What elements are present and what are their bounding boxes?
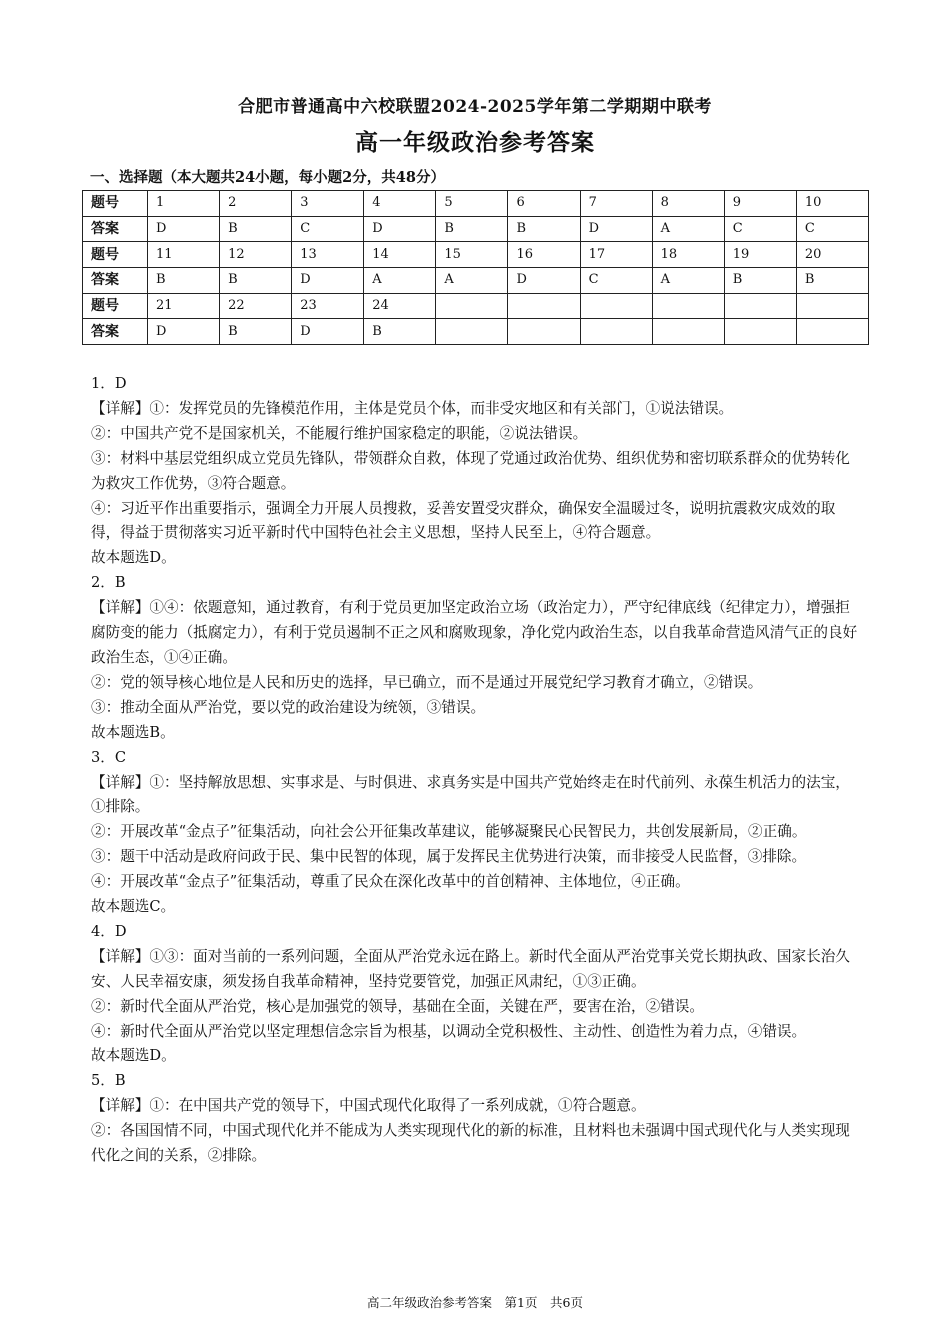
text-line: 【详解】①：在中国共产党的领导下，中国式现代化取得了一系列成就，①符合题意。: [91, 1097, 646, 1115]
table-cell: [796, 319, 868, 345]
text-line: ②：开展改革“金点子”征集活动，向社会公开征集改革建议，能够凝聚民心民智民力，共创发展新局，②正确。: [91, 823, 807, 841]
table-cell: 10: [796, 191, 868, 217]
text-line: 【详解】①③：面对当前的一系列问题，全面从严治党永远在路上。新时代全面从严治党事关党长期执政、国家长治久安、人民幸福安康，须发扬自我革命精神，坚持党要管党，加强正风肃纪，①③正确。: [91, 947, 850, 990]
table-cell: 7: [580, 191, 652, 217]
table-cell: B: [508, 216, 580, 242]
table-cell: [652, 293, 724, 319]
table-cell: [580, 293, 652, 319]
table-cell: C: [292, 216, 364, 242]
table-cell: B: [436, 216, 508, 242]
table-cell: B: [724, 268, 796, 294]
table-cell: 22: [220, 293, 292, 319]
table-cell: A: [652, 268, 724, 294]
text-line: ④：开展改革“金点子”征集活动，尊重了民众在深化改革中的首创精神、主体地位，④正确。: [91, 873, 690, 891]
table-row: [83, 293, 869, 319]
table-cell: 19: [724, 242, 796, 268]
table-cell: 11: [148, 242, 220, 268]
table-cell: 1: [148, 191, 220, 217]
table-cell: [724, 293, 796, 319]
text-line: 故本题选B。: [91, 723, 175, 741]
table-cell: [652, 319, 724, 345]
table-cell: 4: [364, 191, 436, 217]
text-line: ②：各国国情不同，中国式现代化并不能成为人类实现现代化的新的标准，且材料也未强调中国式现代化与人类实现现代化之间的关系，②排除。: [91, 1122, 850, 1165]
text-line: ③：推动全面从严治党，要以党的政治建设为统领，③错误。: [91, 698, 486, 716]
document-subtitle: 高一年级政治参考答案: [355, 129, 595, 156]
table-cell: 15: [436, 242, 508, 268]
table-row: [83, 191, 869, 217]
table-cell: 18: [652, 242, 724, 268]
text-line: 【详解】①④：依题意知，通过教育，有利于党员更加坚定政治立场（政治定力），严守纪律底线（纪律定力），增强拒腐防变的能力（抵腐定力），有利于党员遏制不正之风和腐败现象，净化党内政治生态，以自我革命营造风清气正的良好政治生态，①④正确。: [91, 599, 858, 666]
text-line: ④：新时代全面从严治党以坚定理想信念宗旨为根基，以调动全党积极性、主动性、创造性为着力点，④错误。: [91, 1022, 807, 1040]
table-cell: A: [364, 268, 436, 294]
text-line: ③：材料中基层党组织成立党员先锋队，带领群众自救，体现了党通过政治优势、组织优势和密切联系群众的优势转化为救灾工作优势，③符合题意。: [91, 449, 850, 492]
table-cell: 21: [148, 293, 220, 319]
text-line: 3．C: [91, 748, 127, 766]
text-line: ②：党的领导核心地位是人民和历史的选择，早已确立，而不是通过开展党纪学习教育才确立，②错误。: [91, 673, 763, 691]
table-cell: D: [292, 268, 364, 294]
table-cell: 8: [652, 191, 724, 217]
row-label: 答案: [83, 319, 148, 345]
table-cell: [436, 319, 508, 345]
text-line: ④：习近平作出重要指示，强调全力开展人员搜救，妥善安置受灾群众，确保安全温暖过冬，说明抗震救灾成效的取得，得益于贯彻落实习近平新时代中国特色社会主义思想，坚持人民至上，④符合题意。: [91, 499, 836, 542]
section-heading: 一、选择题（本大题共24小题，每小题2分，共48分）: [90, 169, 445, 186]
table-cell: B: [796, 268, 868, 294]
table-cell: 23: [292, 293, 364, 319]
text-line: 2．B: [91, 574, 126, 592]
table-cell: B: [220, 268, 292, 294]
table-cell: D: [580, 216, 652, 242]
table-cell: 20: [796, 242, 868, 268]
table-cell: 17: [580, 242, 652, 268]
row-label: 题号: [83, 293, 148, 319]
table-cell: B: [148, 268, 220, 294]
table-cell: 13: [292, 242, 364, 268]
text-line: 1．D: [91, 375, 127, 392]
text-line: 【详解】①：发挥党员的先锋模范作用，主体是党员个体，而非受灾地区和有关部门，①说法错误。: [91, 399, 734, 417]
table-cell: C: [580, 268, 652, 294]
table-cell: 9: [724, 191, 796, 217]
table-cell: C: [724, 216, 796, 242]
text-line: 故本题选D。: [91, 549, 176, 567]
table-cell: B: [364, 319, 436, 345]
row-label: 答案: [83, 268, 148, 294]
table-row: [83, 242, 869, 268]
table-cell: C: [796, 216, 868, 242]
text-line: 故本题选C。: [91, 898, 176, 916]
table-cell: 24: [364, 293, 436, 319]
table-cell: 12: [220, 242, 292, 268]
table-cell: 2: [220, 191, 292, 217]
text-line: ②：新时代全面从严治党，核心是加强党的领导，基础在全面，关键在严，要害在治，②错误。: [91, 997, 704, 1015]
text-line: 故本题选D。: [91, 1047, 176, 1065]
document-title: 合肥市普通高中六校联盟2024-2025学年第二学期期中联考: [238, 97, 712, 117]
table-cell: D: [364, 216, 436, 242]
table-cell: D: [292, 319, 364, 345]
text-line: ②：中国共产党不是国家机关，不能履行维护国家稳定的职能，②说法错误。: [91, 424, 588, 442]
answer-explanations: [91, 372, 863, 1169]
table-cell: 16: [508, 242, 580, 268]
table-cell: [508, 319, 580, 345]
table-row: [83, 216, 869, 242]
row-label: 题号: [83, 242, 148, 268]
table-row: [83, 268, 869, 294]
answer-table: [82, 190, 869, 345]
table-cell: 14: [364, 242, 436, 268]
table-cell: B: [220, 216, 292, 242]
table-row: [83, 319, 869, 345]
row-label: 答案: [83, 216, 148, 242]
table-cell: A: [436, 268, 508, 294]
table-cell: 6: [508, 191, 580, 217]
text-line: 【详解】①：坚持解放思想、实事求是、与时俱进、求真务实是中国共产党始终走在时代前列、永葆生机活力的法宝，①排除。: [91, 773, 850, 816]
table-cell: 5: [436, 191, 508, 217]
row-label: 题号: [83, 191, 148, 217]
table-cell: D: [148, 216, 220, 242]
table-cell: A: [652, 216, 724, 242]
table-cell: [436, 293, 508, 319]
table-cell: [796, 293, 868, 319]
page-footer: 高二年级政治参考答案 第1页 共6页: [367, 1295, 583, 1310]
table-cell: D: [148, 319, 220, 345]
text-line: 4．D: [91, 922, 127, 940]
table-cell: D: [508, 268, 580, 294]
table-cell: 3: [292, 191, 364, 217]
table-cell: [580, 319, 652, 345]
table-cell: [508, 293, 580, 319]
table-cell: B: [220, 319, 292, 345]
text-line: ③：题干中活动是政府问政于民、集中民智的体现，属于发挥民主优势进行决策，而非接受人民监督，③排除。: [91, 848, 807, 866]
table-cell: [724, 319, 796, 345]
text-line: 5．B: [91, 1072, 126, 1090]
